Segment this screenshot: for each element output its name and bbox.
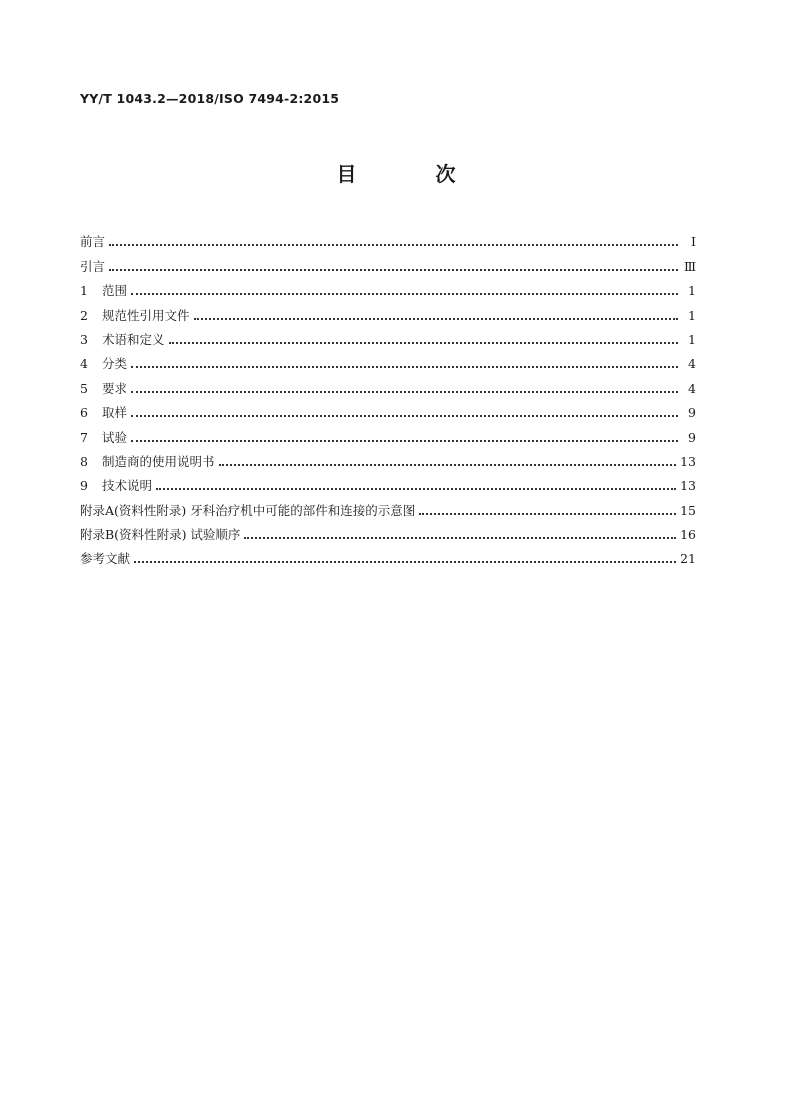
dot-leader [419, 512, 676, 515]
toc-entry-text: 取样 [102, 405, 128, 421]
toc-entry-sampling[interactable] [80, 397, 696, 421]
toc-entry-bibliography[interactable] [80, 543, 696, 567]
toc-entry-page: Ⅰ [691, 234, 696, 250]
dot-leader [169, 341, 678, 344]
toc-entry-text: 参考文献 [80, 551, 131, 567]
toc-entry-page: Ⅲ [683, 258, 696, 274]
toc-entry-text: 范围 [102, 283, 128, 299]
toc-entry-page: 1 [688, 307, 696, 323]
dot-leader [109, 268, 678, 271]
toc-entry-page: 1 [688, 331, 696, 347]
toc-entry-classification[interactable] [80, 348, 696, 372]
toc-entry-annex-a[interactable] [80, 494, 696, 518]
toc-entry-number: 1 [80, 283, 88, 299]
toc-entry-terms-definitions[interactable] [80, 324, 696, 348]
toc-entry-number: 8 [80, 453, 88, 469]
toc-entry-page: 9 [688, 429, 696, 445]
toc-entry-introduction[interactable] [80, 250, 696, 274]
dot-leader [131, 414, 678, 417]
toc-entry-number: 4 [80, 356, 88, 372]
toc-entry-technical-description[interactable] [80, 470, 696, 494]
dot-leader [156, 487, 676, 490]
toc-entry-manufacturer-instructions[interactable] [80, 446, 696, 470]
dot-leader [109, 243, 678, 246]
toc-entry-normative-references[interactable] [80, 299, 696, 323]
toc-entry-number: 2 [80, 307, 88, 323]
toc-entry-text: 技术说明 [102, 478, 153, 494]
toc-title: 目 次 [336, 162, 492, 186]
toc-entry-page: 21 [680, 551, 696, 567]
toc-entry-requirements[interactable] [80, 372, 696, 396]
toc-entry-testing[interactable] [80, 421, 696, 445]
dot-leader [131, 439, 678, 442]
toc-entry-annex-b[interactable] [80, 519, 696, 543]
dot-leader [131, 365, 678, 368]
toc-entry-page: 1 [688, 283, 696, 299]
toc-entry-text: 规范性引用文件 [102, 307, 190, 323]
toc-entry-page: 9 [688, 405, 696, 421]
toc-entry-text: 试验 [102, 429, 128, 445]
toc-entry-text: 引言 [80, 258, 106, 274]
standard-number: YY/T 1043.2—2018/ISO 7494-2:2015 [80, 91, 340, 106]
dot-leader [244, 536, 676, 539]
toc-entry-page: 13 [680, 453, 696, 469]
toc-entry-number: 6 [80, 405, 88, 421]
toc-entry-page: 13 [680, 478, 696, 494]
toc-entry-text: 附录B(资料性附录) 试验顺序 [80, 527, 241, 543]
toc-entry-page: 4 [688, 380, 696, 396]
toc-entry-scope[interactable] [80, 275, 696, 299]
toc-entry-text: 分类 [102, 356, 128, 372]
toc-entry-page: 16 [680, 527, 696, 543]
toc-entry-foreword[interactable] [80, 226, 696, 250]
toc-entry-text: 术语和定义 [102, 331, 165, 347]
toc-entry-text: 制造商的使用说明书 [102, 453, 215, 469]
dot-leader [131, 390, 678, 393]
toc-entry-page: 15 [680, 502, 696, 518]
toc-entry-text: 附录A(资料性附录) 牙科治疗机中可能的部件和连接的示意图 [80, 502, 416, 518]
dot-leader [219, 463, 677, 466]
toc-entry-number: 3 [80, 331, 88, 347]
dot-leader [194, 317, 678, 320]
toc-entry-text: 前言 [80, 234, 106, 250]
toc-entry-number: 9 [80, 478, 88, 494]
toc-entry-number: 5 [80, 380, 88, 396]
table-of-contents [80, 226, 696, 567]
toc-entry-number: 7 [80, 429, 88, 445]
dot-leader [134, 560, 676, 563]
toc-entry-page: 4 [688, 356, 696, 372]
toc-entry-text: 要求 [102, 380, 128, 396]
dot-leader [131, 292, 678, 295]
